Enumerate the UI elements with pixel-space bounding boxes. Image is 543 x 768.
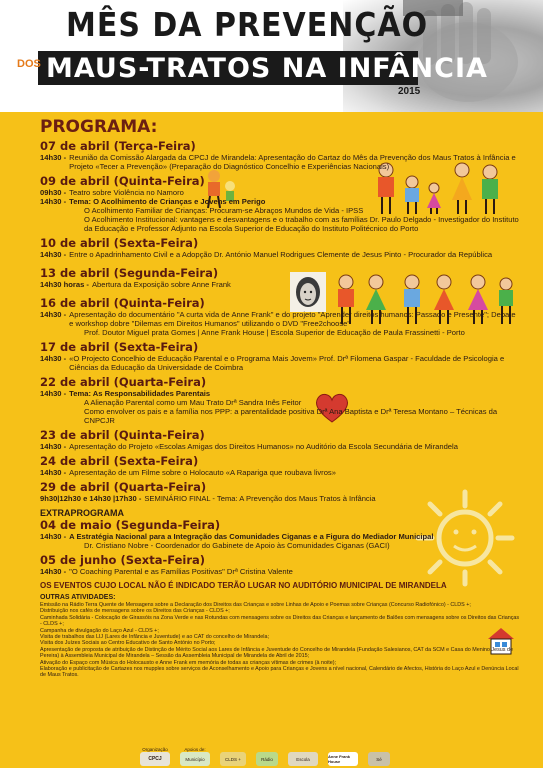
event-text: SEMINÁRIO FINAL - Tema: A Prevenção dos Maus Tratos à Infância bbox=[144, 494, 376, 503]
municipio-logo: Município bbox=[180, 752, 210, 766]
event-text: Teatro sobre Violência no Namoro bbox=[69, 188, 184, 197]
event-text: Como envolver os pais e a família nos PPP: a parentalidade positiva Drª Ana Baptista e Drª Teresa Montano – Técnicas da CNPCJR bbox=[84, 407, 498, 425]
day-date: 07 de abril (Terça-Feira) bbox=[40, 139, 196, 153]
day-block bbox=[40, 140, 520, 171]
event-time: 14h30 horas - bbox=[40, 280, 89, 289]
logo-se bbox=[368, 752, 390, 766]
day-block bbox=[40, 297, 520, 337]
logo-caption: Apoios de: bbox=[184, 747, 206, 752]
cpcj-logo: CPCJ bbox=[140, 752, 170, 766]
day-block bbox=[40, 429, 520, 451]
event-row bbox=[40, 398, 520, 407]
radio-logo: Rádio bbox=[256, 752, 278, 766]
event-time: 14h30 - bbox=[40, 354, 67, 363]
day-block bbox=[40, 481, 520, 503]
outras-item: Distribuição nos cafés de mensagens sobre os Direitos das Crianças - CLDS +; bbox=[40, 608, 230, 615]
event-row bbox=[40, 494, 520, 503]
extraprograma-heading: EXTRAPROGRAMA bbox=[40, 508, 125, 518]
logo-caption: Organização bbox=[142, 747, 168, 752]
day-block bbox=[40, 175, 520, 233]
event-time: 14h30 - bbox=[40, 442, 67, 451]
day-date: 10 de abril (Sexta-Feira) bbox=[40, 236, 199, 250]
event-text: Abertura da Exposição sobre Anne Frank bbox=[91, 280, 231, 289]
outras-list bbox=[40, 602, 520, 679]
event-time: 14h30 - bbox=[40, 567, 67, 576]
event-text: «O Projecto Concelhio de Educação Parental e o Programa Mais Jovem» Prof. Drª Filomena Gaspar - Faculdade de Psicologia e Ciências da Educação da Universidade de Coimbra bbox=[69, 354, 505, 372]
location-note: OS EVENTOS CUJO LOCAL NÃO É INDICADO TERÃO LUGAR NO AUDITÓRIO MUNICIPAL DE MIRANDELA bbox=[40, 581, 447, 590]
day-block bbox=[40, 376, 520, 425]
event-row bbox=[40, 389, 520, 398]
event-text: A Estratégia Nacional para a Integração das Comunidades Ciganas e a Figura do Mediador Municipal bbox=[69, 532, 434, 541]
event-time: 14h30 - bbox=[40, 197, 67, 206]
event-text: Reunião da Comissão Alargada da CPCJ de Mirandela: Apresentação do Cartaz do Mês da Prevenção dos Maus Tratos à Infância e Projeto «Tecer a Prevenção» (Preparação do Diagnóstico Concelhio e Experiências Nacionais) bbox=[69, 153, 516, 171]
outras-item: Campanha de divulgação do Laço Azul - CLDS +; bbox=[40, 627, 159, 634]
logo-clds bbox=[220, 752, 246, 766]
event-time: 09h30 - bbox=[40, 188, 67, 197]
event-text: Apresentação do Projeto «Escolas Amigas dos Direitos Humanos» no Auditório da Escola Secundária de Mirandela bbox=[69, 442, 458, 451]
outras-item: Visita de trabalhos das LIJ (Lares de Infância e Juventude) e ao CAT do concelho de Mirandela; bbox=[40, 634, 269, 641]
header-banner bbox=[0, 0, 543, 112]
event-text: Dr. Cristiano Nobre - Coordenador do Gabinete de Apoio às Comunidades Ciganas (GACI) bbox=[84, 541, 390, 550]
event-row bbox=[40, 328, 520, 337]
event-row bbox=[40, 532, 520, 541]
day-date: 23 de abril (Quinta-Feira) bbox=[40, 428, 205, 442]
year-label: 2015 bbox=[398, 86, 421, 97]
programa-heading: PROGRAMA: bbox=[40, 117, 158, 137]
event-text: O Acolhimento Institucional: vantagens e desvantagens e o trabalho com as famílias Dr. Paulo Delgado - Investigador do Instituto da Educação e Professor Adjunto na Escola Superior de Educação do Instituto Politécnico do Porto bbox=[84, 215, 519, 233]
day-block bbox=[40, 554, 520, 576]
outras-item: Ativação do Espaço com Música do Holocausto e Anne Frank em memória de todas as crianças vítimas de crimes (à noite); bbox=[40, 659, 337, 666]
event-row bbox=[40, 468, 520, 477]
day-block bbox=[40, 519, 520, 550]
event-text: Prof. Doutor Miguel prata Gomes | Anne Frank House | Escola Superior de Educação de Paula Frassinetti - Porto bbox=[84, 328, 465, 337]
event-row bbox=[40, 188, 520, 197]
day-date: 24 de abril (Sexta-Feira) bbox=[40, 454, 199, 468]
event-row bbox=[40, 197, 520, 206]
event-time: 14h30 - bbox=[40, 250, 67, 259]
logo-radio bbox=[256, 752, 278, 766]
programme-content bbox=[40, 136, 520, 679]
day-date: 16 de abril (Quinta-Feira) bbox=[40, 296, 205, 310]
event-text: A Alienação Parental como um Mau Trato Drª Sandra Inês Feitor bbox=[84, 398, 302, 407]
event-time: 9h30|12h30 e 14h30 |17h30 - bbox=[40, 494, 142, 503]
day-block bbox=[40, 341, 520, 372]
day-date: 22 de abril (Quarta-Feira) bbox=[40, 375, 207, 389]
event-row bbox=[40, 215, 520, 233]
event-text: Tema: O Acolhimento de Crianças e Jovens em Perigo bbox=[69, 197, 266, 206]
event-row bbox=[40, 407, 520, 425]
anne-frank-house-logo: Anne Frank House bbox=[328, 752, 358, 766]
event-row bbox=[40, 442, 520, 451]
event-row bbox=[40, 567, 520, 576]
logo-cpcj bbox=[140, 747, 170, 766]
se-logo: Sé bbox=[368, 752, 390, 766]
day-block bbox=[40, 455, 520, 477]
event-row bbox=[40, 206, 520, 215]
logo-annefrank bbox=[328, 752, 358, 766]
day-block bbox=[40, 237, 520, 259]
outras-item: Elaboração e publicitação de Cartazes nos mupples sobre serviços de Aconselhamento e Apoio para Crianças e Jovens a nível nacional, Calendário de Afectos, História do Laço Azul e Denúncia Local de Maus Tratos. bbox=[40, 666, 519, 679]
event-time: 14h30 - bbox=[40, 310, 67, 319]
day-date: 13 de abril (Segunda-Feira) bbox=[40, 266, 219, 280]
day-date: 04 de maio (Segunda-Feira) bbox=[40, 518, 221, 532]
day-date: 05 de junho (Sexta-Feira) bbox=[40, 553, 206, 567]
outras-item: Visita dos Juízes Sociais ao Centro Educativo de Santo António no Porto; bbox=[40, 640, 216, 647]
title-line1: MÊS DA PREVENÇÃO bbox=[66, 6, 429, 45]
outras-heading: OUTRAS ATIVIDADES: bbox=[40, 594, 116, 601]
outras-item: Caminhada Solidária - Colocação de Girassóis na Zona Verde e nas Rotundas com mensagens sobre os Direitos das Crianças e lançamento de Balões com mensagens sobre os Direitos das Crianças - CLDS +; bbox=[40, 614, 520, 628]
event-time: 14h30 - bbox=[40, 468, 67, 477]
event-row bbox=[40, 250, 520, 259]
event-row bbox=[40, 153, 520, 171]
event-row bbox=[40, 310, 520, 328]
event-text: "O Coaching Parental e as Famílias Positivas" Drª Cristina Valente bbox=[69, 567, 293, 576]
event-time: 14h30 - bbox=[40, 389, 67, 398]
day-block bbox=[40, 267, 520, 289]
outras-item: Apresentação de proposta de atribuição de Distinção de Mérito Social aos Lares de Infância e Juventude do Concelho de Mirandela (Fundação Salesianos, CAT da SCM e Casa do Menino Jesus de Pereira) à Assembleia Municipal de Mirandela – Sessão da Assembleia Municipal de Mirandela de Abril de 2015; bbox=[40, 646, 513, 660]
event-time: 14h30 - bbox=[40, 153, 67, 162]
day-date: 17 de abril (Sexta-Feira) bbox=[40, 340, 199, 354]
dos-label: DOS bbox=[17, 58, 41, 70]
event-row bbox=[40, 354, 520, 372]
escola-logo: Escola bbox=[288, 752, 318, 766]
sponsor-logos bbox=[140, 742, 520, 766]
logo-municipio bbox=[180, 747, 210, 766]
event-text: Apresentação de um Filme sobre o Holocauto «A Rapariga que roubava livros» bbox=[69, 468, 336, 477]
title-line2: MAUS-TRATOS NA INFÂNCIA bbox=[46, 53, 488, 84]
event-text: Entre o Apadrinhamento Civil e a Adopção Dr. António Manuel Rodrigues Clemente de Jesus Pinto - Procurador da República bbox=[69, 250, 493, 259]
logo-escola bbox=[288, 752, 318, 766]
event-text: Apresentação do documentário "A curta vida de Anne Frank" e do projeto "Aprender direitos humanos: Passado e Presente"; Debate e workshop dobre "Dilemas em Direitos Humanos" utilizando o DVD "Free2choose" bbox=[69, 310, 516, 328]
day-date: 29 de abril (Quarta-Feira) bbox=[40, 480, 207, 494]
outras-item: Emissão na Rádio Terra Quente de Mensagens sobre a Declaração dos Direitos das Crianças e sobre Linhas de Apoio e Poemas sobre Crianças (Concurso Radiofónico) - CLDS +; bbox=[40, 602, 471, 608]
day-date: 09 de abril (Quinta-Feira) bbox=[40, 174, 205, 188]
event-row bbox=[40, 280, 520, 289]
event-text: O Acolhimento Familiar de Crianças: Procuram-se Abraços Mundos de Vida - IPSS bbox=[84, 206, 364, 215]
clds-logo: CLDS + bbox=[220, 752, 246, 766]
event-row bbox=[40, 541, 520, 550]
event-text: Tema: As Responsabilidades Parentais bbox=[69, 389, 211, 398]
event-time: 14h30 - bbox=[40, 532, 67, 541]
